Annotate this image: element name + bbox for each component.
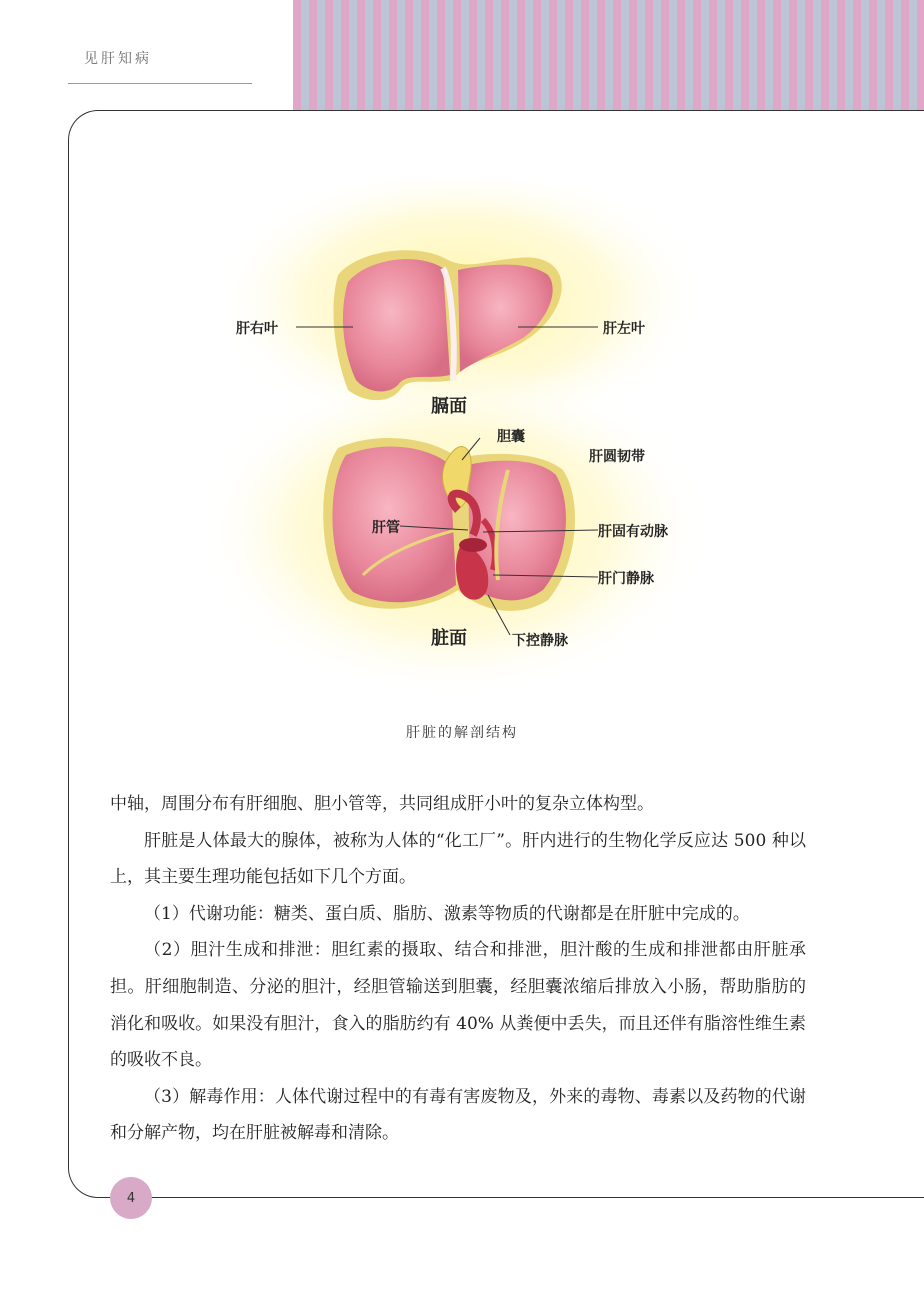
label-gallbladder: 胆囊 bbox=[497, 429, 525, 445]
label-diaphragmatic-surface: 膈面 bbox=[431, 396, 467, 417]
figure-caption: 肝脏的解剖结构 bbox=[406, 725, 518, 741]
page-number-badge bbox=[110, 1177, 152, 1219]
liver-illustration bbox=[188, 180, 728, 700]
paragraph: （2）胆汁生成和排泄：胆红素的摄取、结合和排泄，胆汁酸的生成和排泄都由肝脏承担。肝细胞制造、分泌的胆汁，经胆管输送到胆囊，经胆囊浓缩后排放入小肠，帮助脂肪的消化和吸收。如果没有胆汁，食入的脂肪约有 40% 从粪便中丢失，而且还伴有脂溶性维生素的吸收不良。 bbox=[110, 940, 806, 1071]
label-right-lobe: 肝右叶 bbox=[236, 321, 278, 337]
label-visceral-surface: 脏面 bbox=[431, 628, 467, 649]
label-portal-vein: 肝门静脉 bbox=[598, 571, 654, 587]
running-header-title: 见肝知病 bbox=[84, 51, 152, 67]
page-number: 4 bbox=[126, 1190, 136, 1206]
paragraph: （3）解毒作用：人体代谢过程中的有毒有害废物及，外来的毒物、毒素以及药物的代谢和分解产物，均在肝脏被解毒和清除。 bbox=[110, 1086, 806, 1144]
body-text bbox=[110, 786, 806, 1152]
header-stripe-band bbox=[293, 0, 924, 110]
paragraph: 肝脏是人体最大的腺体，被称为人体的“化工厂”。肝内进行的生物化学反应达 500 种以上，其主要生理功能包括如下几个方面。 bbox=[110, 830, 806, 888]
label-round-ligament: 肝圆韧带 bbox=[589, 449, 645, 465]
liver-visceral-view bbox=[323, 438, 575, 611]
paragraph: 中轴，周围分布有肝细胞、胆小管等，共同组成肝小叶的复杂立体构型。 bbox=[110, 794, 654, 814]
label-inferior-vena-cava: 下控静脉 bbox=[512, 633, 568, 649]
liver-anatomy-figure bbox=[188, 180, 728, 700]
label-proper-hepatic-artery: 肝固有动脉 bbox=[598, 524, 668, 540]
label-hepatic-duct: 肝管 bbox=[372, 520, 400, 536]
header-rule bbox=[68, 83, 252, 84]
label-left-lobe: 肝左叶 bbox=[603, 321, 645, 337]
paragraph: （1）代谢功能：糖类、蛋白质、脂肪、激素等物质的代谢都是在肝脏中完成的。 bbox=[144, 903, 750, 924]
